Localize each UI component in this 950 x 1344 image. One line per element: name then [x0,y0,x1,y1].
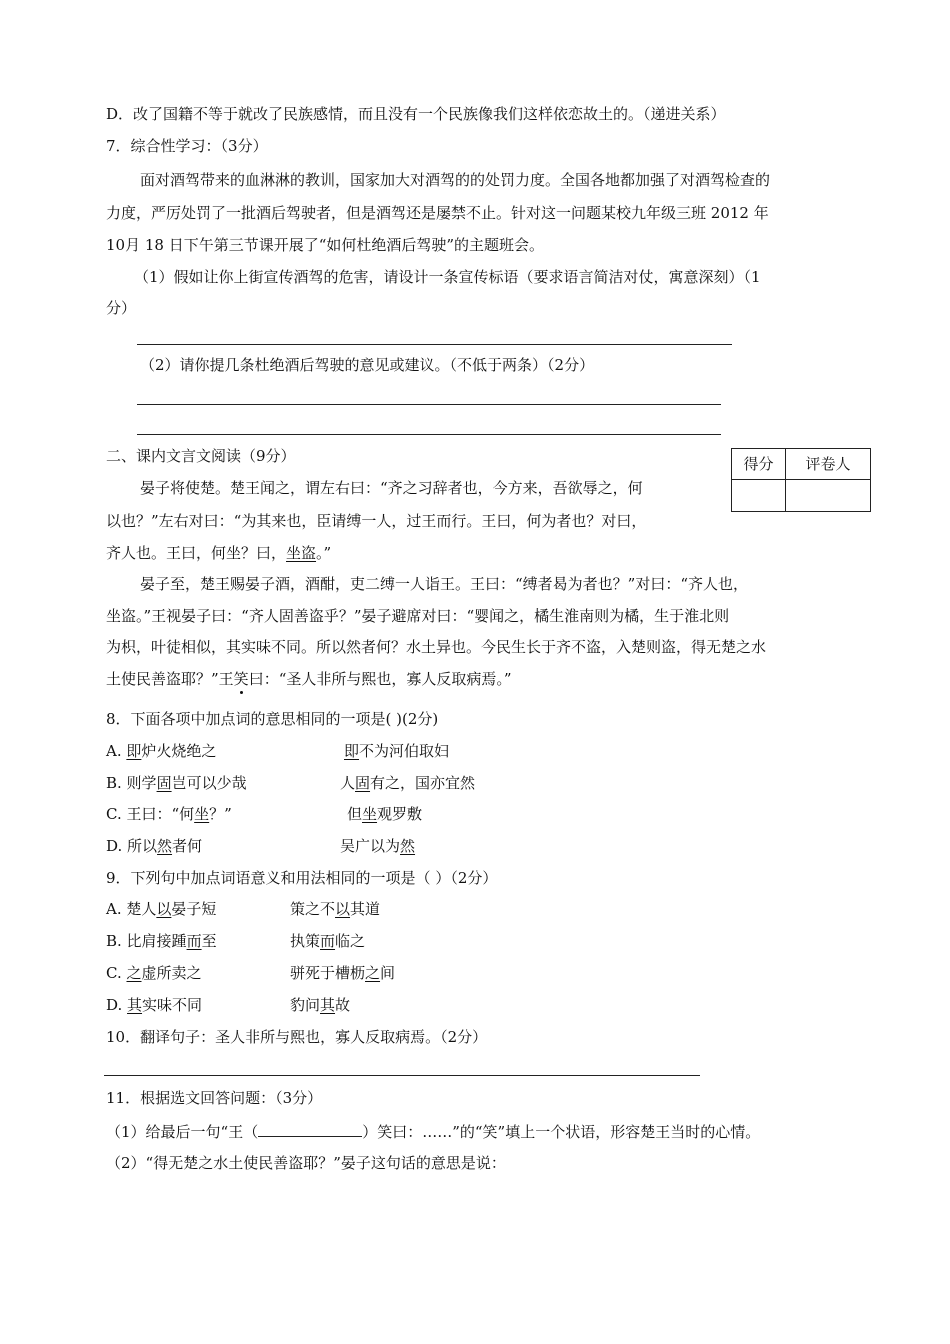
answer-blank[interactable] [258,1121,362,1137]
q9-option-b-left: B. 比肩接踵而至 [106,932,217,950]
q8-option-b-right: 人固有之，国亦宜然 [340,774,476,792]
q7-sub1-cont: 分） [106,299,137,317]
q7-paragraph-line: 力度，严厉处罚了一批酒后驾驶者，但是酒驾还是屡禁不止。针对这一问题某校九年级三班 2012 年 [106,204,769,222]
passage-line: 以也？”左右对曰：“为其来也，臣请缚一人，过王而行。王曰，何为者也？对曰， [106,512,647,530]
q7-title: 7．综合性学习：（3分） [106,137,268,155]
section-title: 二、课内文言文阅读（9分） [106,447,296,465]
passage-line: 为枳，叶徒相似，其实味不同。所以然者何？水土异也。今民生长于齐不盗，入楚则盗，得无楚之水 [106,638,767,656]
passage-line: 晏子至，楚王赐晏子酒，酒酣，吏二缚一人诣王。王曰：“缚者曷为者也？”对曰：“齐人也， [140,575,749,593]
passage-line: 晏子将使楚。楚王闻之，谓左右曰：“齐之习辞者也，今方来，吾欲辱之，何 [140,479,643,497]
q7-sub1: （1）假如让你上街宣传酒驾的危害，请设计一条宣传标语（要求语言简洁对仗，寓意深刻）（1 [134,268,761,286]
passage-line: 齐人也。王曰，何坐？曰，坐盗。” [106,544,332,562]
q11-sub1: （1）给最后一句“王（ ）笑曰：……”的“笑”填上一个状语，形容楚王当时的心情。 [106,1123,761,1141]
q9-option-b-right: 执策而临之 [290,932,366,950]
score-label: 得分 [732,449,786,480]
q9-option-d-right: 豹问其故 [290,996,351,1014]
passage-line: 土使民善盗耶？”王笑曰：“圣人非所与熙也，寡人反取病焉。” [106,670,512,688]
passage-line: 坐盗。”王视晏子曰：“齐人固善盗乎？”晏子避席对曰：“婴闻之，橘生淮南则为橘，生于淮北则 [106,607,730,625]
q7-sub2: （2）请你提几条杜绝酒后驾驶的意见或建议。（不低于两条）（2分） [140,356,595,374]
q9-option-a-right: 策之不以其道 [290,900,381,918]
answer-line[interactable] [137,344,732,345]
grader-label: 评卷人 [786,449,870,480]
q9-option-c-left: C. 之虚所卖之 [106,964,202,982]
grader-box[interactable] [786,480,870,511]
q11-title: 11．根据选文回答问题：（3分） [106,1089,323,1107]
q8-stem: 8．下面各项中加点词的意思相同的一项是( )(2分) [106,710,439,728]
q7-paragraph-line: 10月 18 日下午第三节课开展了“如何杜绝酒后驾驶”的主题班会。 [106,236,545,254]
q9-option-c-right: 骈死于槽枥之间 [290,964,396,982]
score-box[interactable] [732,480,786,511]
q8-option-c-left: C. 王曰：“何坐？” [106,805,232,823]
q9-option-a-left: A. 楚人以晏子短 [106,900,217,918]
q8-option-b-left: B. 则学固岂可以少哉 [106,774,247,792]
answer-line[interactable] [104,1075,700,1076]
q7-paragraph-line: 面对酒驾带来的血淋淋的教训，国家加大对酒驾的的处罚力度。全国各地都加强了对酒驾检查的 [140,171,771,189]
score-table [731,448,871,512]
q6-option-d: D．改了国籍不等于就改了民族感情，而且没有一个民族像我们这样依恋故土的。（递进关系） [106,105,726,123]
q8-option-d-right: 吴广以为然 [340,837,416,855]
q8-option-a-left: A. 即炉火烧绝之 [106,742,217,760]
q9-stem: 9．下列句中加点词语意义和用法相同的一项是（ ）（2分） [106,869,498,887]
answer-line[interactable] [137,434,721,435]
answer-line[interactable] [137,404,721,405]
q10-stem: 10．翻译句子：圣人非所与熙也，寡人反取病焉。（2分） [106,1028,488,1046]
q8-option-c-right: 但坐观罗敷 [347,805,423,823]
q8-option-d-left: D. 所以然者何 [106,837,203,855]
q9-option-d-left: D. 其实味不同 [106,996,203,1014]
q11-sub2: （2）“得无楚之水土使民善盗耶？”晏子这句话的意思是说： [106,1154,506,1172]
q8-option-a-right: 即不为河伯取妇 [344,742,450,760]
